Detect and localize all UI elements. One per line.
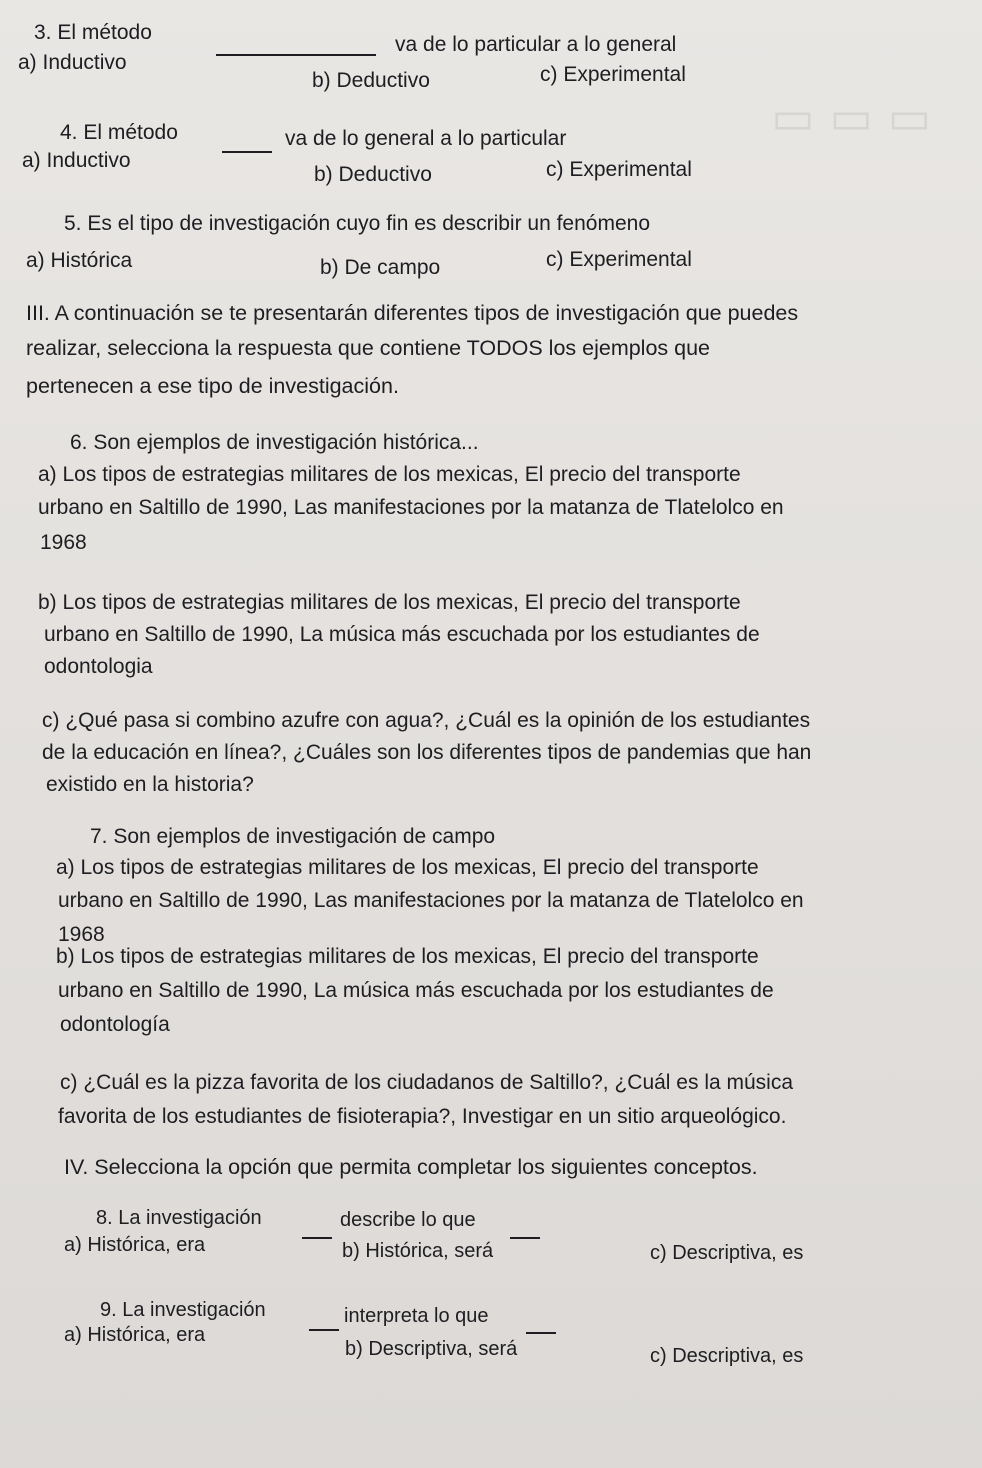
q6-option-a-line3: 1968 xyxy=(40,531,87,554)
q9-option-b: b) Descriptiva, será xyxy=(345,1338,518,1360)
q6-option-b-line2: urbano en Saltillo de 1990, La música más escuchada por los estudiantes de xyxy=(44,623,760,646)
section3-line1: III. A continuación se te presentarán diferentes tipos de investigación que puedes xyxy=(26,301,799,325)
section3-line3: pertenecen a ese tipo de investigación. xyxy=(26,374,399,398)
q4-stem-start: 4. El método xyxy=(60,121,178,144)
q4-option-c: c) Experimental xyxy=(546,158,692,181)
q6-option-c-line1: c) ¿Qué pasa si combino azufre con agua?, ¿Cuál es la opinión de los estudiantes xyxy=(42,709,811,732)
q9-answer-blank-1[interactable] xyxy=(309,1311,339,1331)
q5-stem: 5. Es el tipo de investigación cuyo fin es describir un fenómeno xyxy=(64,212,651,235)
q7-option-a-line2: urbano en Saltillo de 1990, Las manifestaciones por la matanza de Tlatelolco en xyxy=(58,889,804,912)
q3-stem-start: 3. El método xyxy=(34,21,152,44)
q5-option-c: c) Experimental xyxy=(546,248,692,271)
q6-option-c-line3: existido en la historia? xyxy=(46,773,254,796)
q9-option-a: a) Histórica, era xyxy=(64,1324,206,1346)
section3-line2: realizar, selecciona la respuesta que contiene TODOS los ejemplos que xyxy=(26,336,711,360)
q5-option-a: a) Histórica xyxy=(26,249,133,272)
q4-option-a: a) Inductivo xyxy=(22,149,131,172)
q7-option-b-line2: urbano en Saltillo de 1990, La música más escuchada por los estudiantes de xyxy=(58,979,774,1002)
q7-option-a-line1: a) Los tipos de estrategias militares de los mexicas, El precio del transporte xyxy=(56,856,759,879)
q8-answer-blank-2[interactable] xyxy=(510,1219,540,1239)
q6-stem: 6. Son ejemplos de investigación histórica... xyxy=(70,431,479,454)
q8-option-c: c) Descriptiva, es xyxy=(650,1242,804,1264)
section4-title: IV. Selecciona la opción que permita completar los siguientes conceptos. xyxy=(64,1155,758,1179)
q9-option-c: c) Descriptiva, es xyxy=(650,1345,804,1367)
q6-option-a-line2: urbano en Saltillo de 1990, Las manifestaciones por la matanza de Tlatelolco en xyxy=(38,496,784,519)
q7-option-c-line2: favorita de los estudiantes de fisioterapia?, Investigar en un sitio arqueológico. xyxy=(58,1105,787,1128)
q4-stem-end: va de lo general a lo particular xyxy=(285,127,567,150)
q8-option-a: a) Histórica, era xyxy=(64,1234,206,1256)
q8-stem-mid: describe lo que xyxy=(340,1209,476,1231)
q8-stem-start: 8. La investigación xyxy=(96,1207,262,1229)
q3-option-c: c) Experimental xyxy=(540,63,686,86)
q3-stem-end: va de lo particular a lo general xyxy=(395,33,677,56)
q9-stem-mid: interpreta lo que xyxy=(344,1305,489,1327)
q7-stem: 7. Son ejemplos de investigación de campo xyxy=(90,825,496,848)
q7-option-b-line3: odontología xyxy=(60,1013,170,1036)
q9-stem-start: 9. La investigación xyxy=(100,1299,266,1321)
q6-option-b-line1: b) Los tipos de estrategias militares de los mexicas, El precio del transporte xyxy=(38,591,741,614)
show-through-decoration: ▭ ▭ ▭ xyxy=(770,91,931,143)
q8-answer-blank-1[interactable] xyxy=(302,1219,332,1239)
q6-option-a-line1: a) Los tipos de estrategias militares de los mexicas, El precio del transporte xyxy=(38,463,741,486)
q6-option-b-line3: odontologia xyxy=(44,655,153,678)
q3-option-a: a) Inductivo xyxy=(18,51,127,74)
q4-answer-blank[interactable] xyxy=(222,133,272,153)
q7-option-b-line1: b) Los tipos de estrategias militares de los mexicas, El precio del transporte xyxy=(56,945,759,968)
q4-option-b: b) Deductivo xyxy=(314,163,432,186)
q7-option-a-line3: 1968 xyxy=(58,923,105,946)
q8-option-b: b) Histórica, será xyxy=(342,1240,494,1262)
q6-option-c-line2: de la educación en línea?, ¿Cuáles son los diferentes tipos de pandemias que han xyxy=(42,741,812,764)
q3-answer-blank[interactable] xyxy=(216,36,376,56)
q5-option-b: b) De campo xyxy=(320,256,441,279)
q9-answer-blank-2[interactable] xyxy=(526,1314,556,1334)
q3-option-b: b) Deductivo xyxy=(312,69,430,92)
q7-option-c-line1: c) ¿Cuál es la pizza favorita de los ciudadanos de Saltillo?, ¿Cuál es la música xyxy=(60,1071,794,1094)
